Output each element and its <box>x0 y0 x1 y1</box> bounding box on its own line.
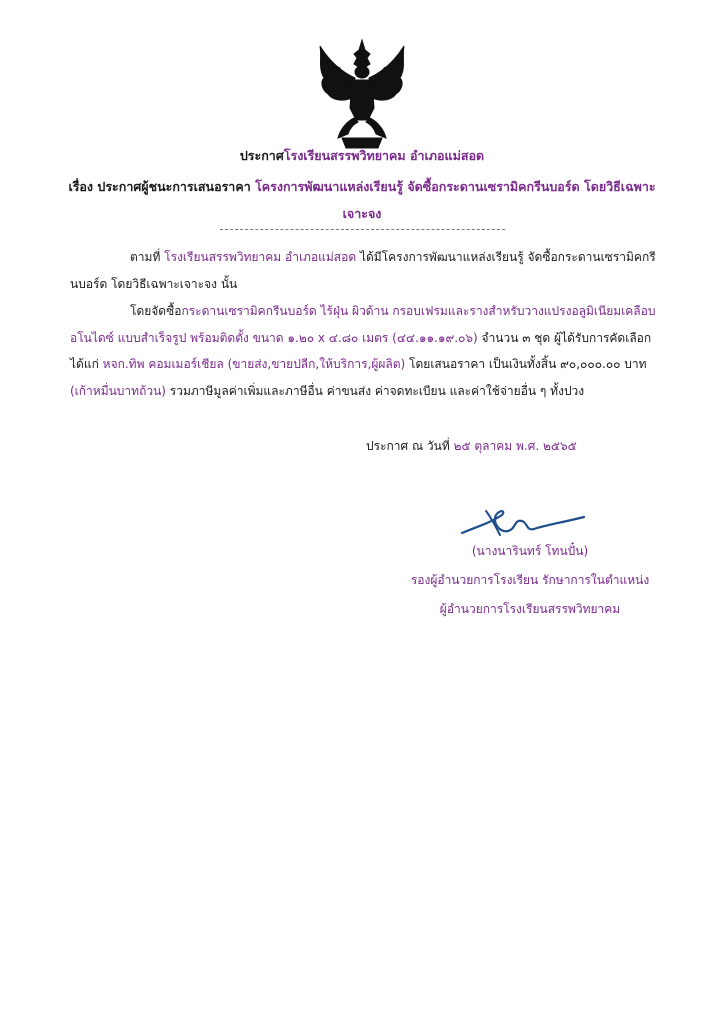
p1-mid: ได้มีโครงการพัฒนาแหล่งเรียนรู้ จัดซื้อกระดานเซรามิคกรีนบอร์ด โดยวิธีเฉพาะเจาะจง <box>70 250 656 291</box>
garuda-emblem-icon <box>312 38 412 150</box>
project-name: โครงการพัฒนาแหล่งเรียนรู้ จัดซื้อกระดานเซรามิคกรีนบอร์ด โดยวิธีเฉพาะ <box>255 179 656 194</box>
p1-school: โรงเรียนสรรพวิทยาคม อำเภอแม่สอด <box>164 250 357 264</box>
p1-tail: นั้น <box>217 276 238 291</box>
divider <box>220 229 505 230</box>
p2-quantity: จำนวน ๓ ชุด ผู้ได้รับการคัดเลือกได้แก่ <box>70 330 652 371</box>
p2-price: โดยเสนอราคา เป็นเงินทั้งสิ้น ๙๐,๐๐๐.๐๐ บาท <box>405 357 647 371</box>
paragraph-2 <box>70 298 660 404</box>
title-prefix: ประกาศ <box>239 148 284 163</box>
signature-image <box>456 503 588 543</box>
title-line-3: เจาะจง <box>342 206 382 221</box>
school-name: โรงเรียนสรรพวิทยาคม อำเภอแม่สอด <box>283 148 485 163</box>
signer-position-line-2: ผู้อำนวยการโรงเรียนสรรพวิทยาคม <box>439 602 621 616</box>
p2-vendor: หจก.ทิพ คอมเมอร์เชียล (ขายส่ง,ขายปลีก,ให้บริการ,ผู้ผลิต) <box>102 357 406 371</box>
signer-position-line-1: รองผู้อำนวยการโรงเรียน รักษาการในตำแหน่ง <box>410 573 650 587</box>
p2-item: กระดานเซรามิคกรีนบอร์ด ไร้ฝุ่น ผิวด้าน กรอบเฟรมและรางสำหรับวางแปรงอลูมิเนียมเคลือบอโนไดซ์ แบบสำเร็จรูป พร้อมติดตั้ง ขนาด ๑.๒๐ x ๔.๘๐ เมตร (๔๔.๑๑.๑๙.๐๖) <box>70 304 656 345</box>
paragraph-1 <box>70 244 660 297</box>
signer-name: (นางนารินทร์ โทนปั๋น) <box>471 544 589 558</box>
p1-lead: ตามที่ <box>130 250 165 264</box>
subject-prefix: เรื่อง ประกาศผู้ชนะการเสนอราคา <box>68 179 256 194</box>
date-label: ประกาศ ณ วันที่ <box>366 439 454 453</box>
p2-tail: รวมภาษีมูลค่าเพิ่มและภาษีอื่น ค่าขนส่ง ค่าจดทะเบียน และค่าใช้จ่ายอื่น ๆ ทั้งปวง <box>165 383 585 398</box>
p2-lead: โดยจัดซื้อ <box>130 304 182 318</box>
announcement-date-line <box>366 437 577 456</box>
title-line-1 <box>0 146 724 166</box>
p2-price-words: (เก้าหมื่นบาทถ้วน) <box>70 383 166 398</box>
announcement-date: ๒๕ ตุลาคม พ.ศ. ๒๕๖๕ <box>453 439 577 453</box>
title-line-2 <box>0 177 724 197</box>
